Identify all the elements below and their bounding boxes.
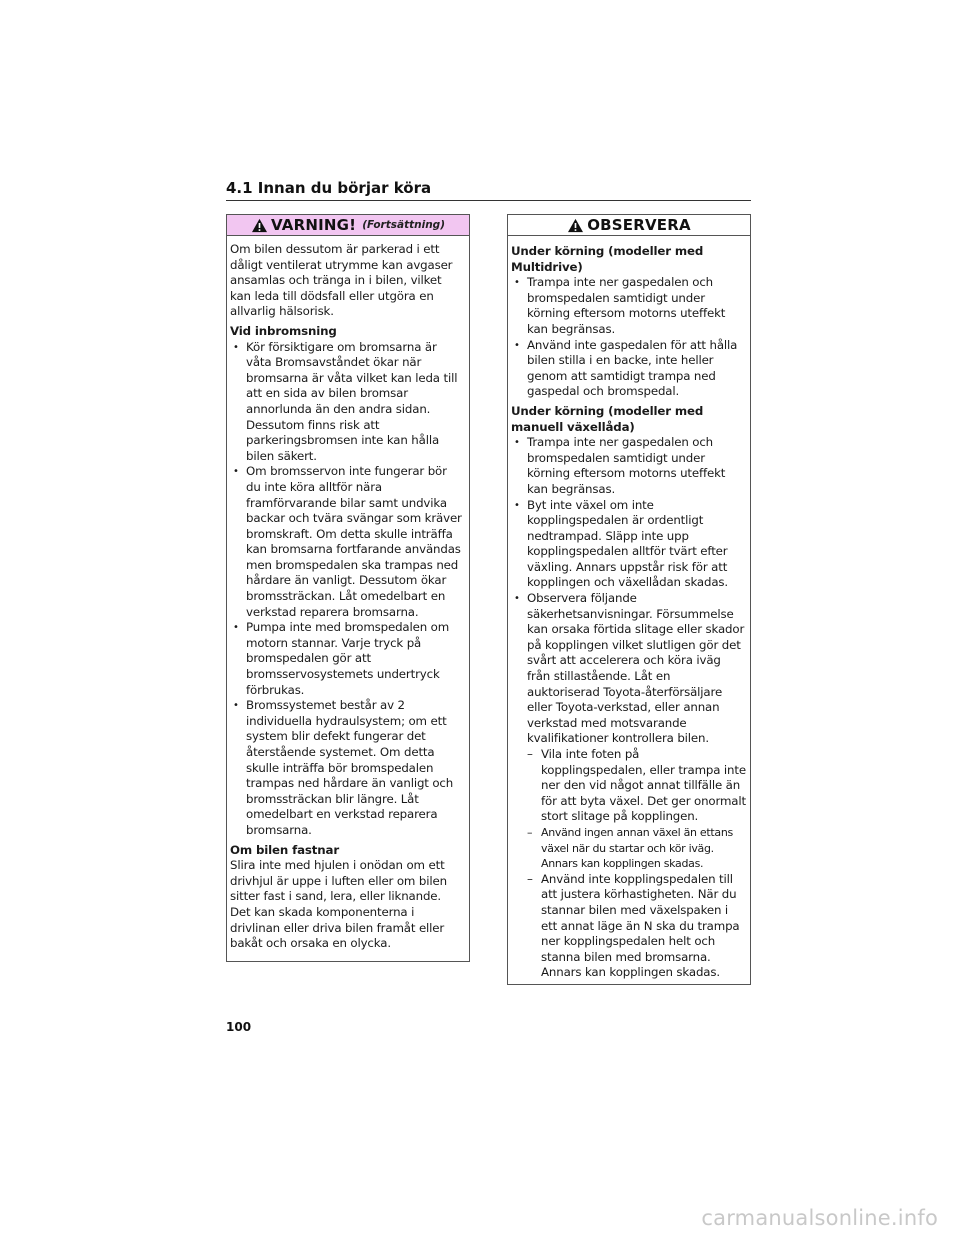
- list-item: • Bromssystemet består av 2 individuella hydraulsystem; om ett system blir defekt fungerar det återstående systemet. Om detta skulle inträffa bör bromspedalen trampas ned hårdare än vanligt och bromssträckan blir längre. Låt omedelbart en verkstad reparera bromsarna.: [230, 698, 465, 838]
- warning-subtitle: (Fortsättning): [362, 219, 445, 231]
- warning-title: VARNING!: [270, 216, 357, 234]
- warning-sec1-heading: Vid inbromsning: [230, 323, 337, 338]
- list-item: [511, 591, 746, 981]
- watermark: carmanualsonline.info: [701, 1206, 938, 1230]
- caution-triangle-icon: [567, 218, 584, 233]
- section-header: 4.1 Innan du börjar köra: [226, 179, 432, 197]
- warning-triangle-icon: [251, 218, 268, 233]
- list-item: • Kör försiktigare om bromsarna är våta Bromsavståndet ökar när bromsarna är våta vilket kan leda till att en sida av bilen bromsar annorlunda än den andra sidan. Dessutom finns risk att parkeringsbromsen inte kan hålla bilen säkert.: [230, 340, 465, 465]
- list-item: • Använd inte gaspedalen för att hålla bilen stilla i en backe, inte heller genom att samtidigt trampa ned gaspedal och bromspedal.: [511, 338, 746, 400]
- warning-intro: Om bilen dessutom är parkerad i ett dåligt ventilerat utrymme kan avgaser ansamlas och tränga in i bilen, vilket kan leda till dödsfall eller utgöra en allvarlig hälsorisk.: [230, 242, 453, 319]
- warning-content: [227, 236, 469, 952]
- list-item: • Om bromsservon inte fungerar bör du inte köra alltför nära framförvarande bilar samt undvika backar och tvära svängar som kräver bromskraft. Om detta skulle inträffa kan bromsarna fortfarande användas men bromspedalen ska trampas ned hårdare än vanligt. Dessutom ökar bromssträckan. Låt omedelbart en verkstad reparera bromsarna.: [230, 464, 465, 620]
- warning-sec2-heading: Om bilen fastnar: [230, 842, 339, 857]
- warning-sec1-list: [230, 340, 465, 839]
- list-item: • Trampa inte ner gaspedalen och bromspedalen samtidigt under körning eftersom motorns uteffekt kan begränsas.: [511, 275, 746, 337]
- list-item: • Pumpa inte med bromspedalen om motorn stannar. Varje tryck på bromspedalen gör att bromsservosystemets undertryck förbrukas.: [230, 620, 465, 698]
- list-item-text: Observera följande säkerhetsanvisningar. Försummelse kan orsaka förtida slitage eller skador på kopplingen vilket slutligen gör det svårt att accelerera och köra iväg från stillastående. Låt en auktoriserad Toyota-återförsäljare eller Toyota-verkstad, eller annan verkstad med motsvarande kvalifikationer kontrollera bilen.: [527, 591, 745, 746]
- note-sub-list: [527, 747, 746, 981]
- note-sec2-heading: Under körning (modeller med manuell växellåda): [511, 403, 704, 434]
- sub-list-item: – Vila inte foten på kopplingspedalen, eller trampa inte ner den vid något annat tillfälle än för att byta växel. Det ger onormalt stort slitage på kopplingen.: [527, 747, 746, 825]
- header-rule: [226, 200, 751, 201]
- sub-list-item: – Använd ingen annan växel än ettans växel när du startar och kör iväg. Annars kan kopplingen skadas.: [527, 825, 746, 872]
- page-number: 100: [226, 1020, 252, 1034]
- note-box: [507, 214, 751, 985]
- warning-sec2-text: Slira inte med hjulen i onödan om ett drivhjul är uppe i luften eller om bilen sitter fast i sand, lera, eller liknande. Det kan skada komponenterna i drivlinan eller driva bilen framåt eller bakåt och orsaka en olycka.: [230, 858, 447, 951]
- note-content: [508, 236, 750, 981]
- list-item: • Trampa inte ner gaspedalen och bromspedalen samtidigt under körning eftersom motorns uteffekt kan begränsas.: [511, 435, 746, 497]
- note-sec1-heading: Under körning (modeller med Multidrive): [511, 244, 704, 274]
- warning-header: [227, 215, 469, 236]
- note-title: OBSERVERA: [587, 216, 691, 234]
- list-item: • Byt inte växel om inte kopplingspedalen är ordentligt nedtrampad. Släpp inte upp kopplingspedalen alltför tvärt efter växling. Annars uppstår risk för att kopplingen och växellådan skadas.: [511, 498, 746, 592]
- note-sec2-list: [511, 435, 746, 981]
- note-header: [508, 215, 750, 236]
- note-sec1-list: [511, 275, 746, 400]
- warning-box: [226, 214, 470, 962]
- sub-list-item: – Använd inte kopplingspedalen till att justera körhastigheten. När du stannar bilen med växelspaken i ett annat läge än N ska du trampa ner kopplingspedalen helt och stanna bilen med bromsarna. Annars kan kopplingen skadas.: [527, 872, 746, 981]
